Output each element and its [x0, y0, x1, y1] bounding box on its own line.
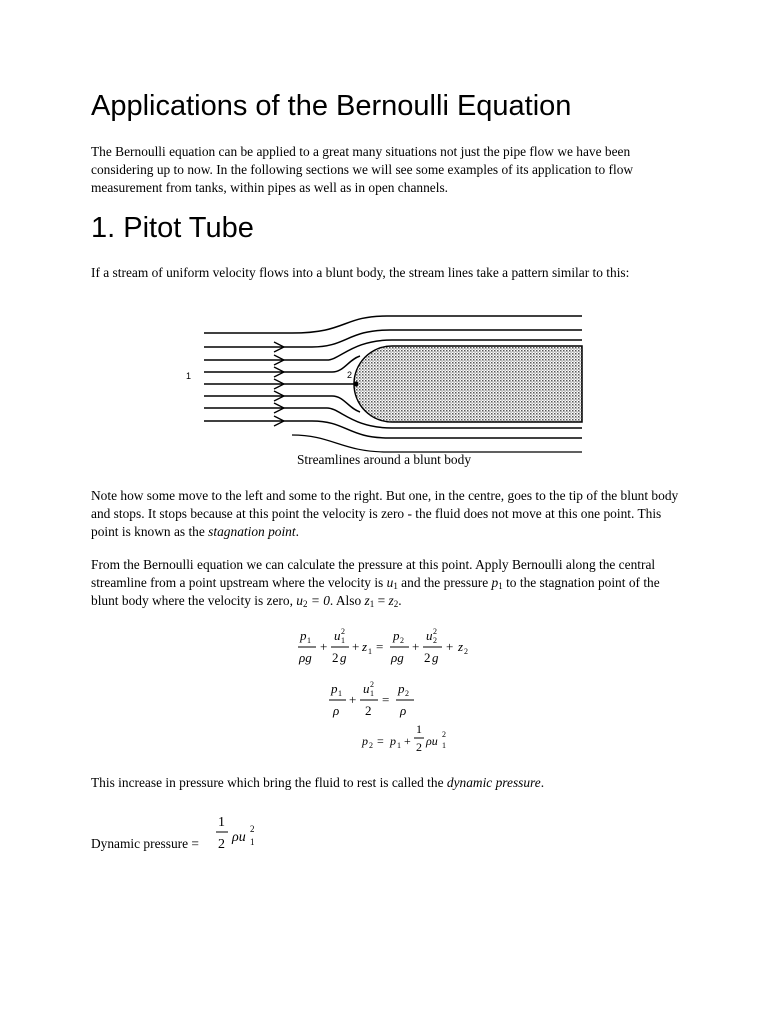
svg-text:=: = — [382, 692, 390, 707]
dynamic-pressure-formula — [214, 810, 274, 860]
svg-text:ρ: ρ — [333, 703, 340, 718]
stagnation-pressure-equation — [360, 716, 470, 761]
svg-text:ρg: ρg — [391, 650, 404, 665]
streamline-figure — [92, 308, 592, 453]
svg-text:u: u — [426, 628, 433, 643]
svg-text:+: + — [446, 639, 454, 654]
svg-text:1: 1 — [370, 689, 374, 698]
svg-text:2: 2 — [464, 647, 468, 656]
svg-text:ρ: ρ — [400, 703, 407, 718]
svg-text:2: 2 — [405, 689, 409, 698]
streamline — [204, 421, 582, 438]
svg-text:2: 2 — [433, 636, 437, 645]
figure-caption: Streamlines around a blunt body — [296, 452, 472, 467]
dynamic-pressure-paragraph: This increase in pressure which bring the fluid to rest is called the dynamic pressure. — [91, 775, 545, 790]
svg-text:1: 1 — [416, 722, 422, 736]
svg-text:p: p — [393, 628, 400, 643]
svg-text:1: 1 — [307, 636, 311, 645]
svg-text:p: p — [398, 681, 405, 696]
stagnation-point — [354, 382, 359, 387]
svg-text:2: 2 — [400, 636, 404, 645]
svg-text:+: + — [412, 639, 420, 654]
svg-text:1: 1 — [368, 647, 372, 656]
svg-text:1: 1 — [442, 741, 446, 750]
svg-text:p: p — [390, 734, 396, 748]
svg-text:+: + — [349, 692, 357, 707]
svg-text:+: + — [320, 639, 328, 654]
svg-text:2: 2 — [365, 703, 372, 718]
svg-text:2: 2 — [341, 627, 345, 636]
section-title-pitot-tube: 1. Pitot Tube — [91, 212, 254, 244]
stagnation-point-term: stagnation point — [208, 524, 296, 539]
svg-text:z: z — [362, 639, 368, 654]
svg-text:p: p — [331, 681, 338, 696]
svg-text:2: 2 — [442, 730, 446, 739]
svg-text:2: 2 — [416, 740, 422, 754]
svg-text:ρu: ρu — [232, 830, 246, 845]
dynamic-pressure-term: dynamic pressure — [446, 775, 541, 790]
svg-text:1: 1 — [218, 815, 225, 830]
svg-text:ρu: ρu — [426, 734, 438, 748]
svg-text:1: 1 — [397, 741, 401, 750]
svg-text:2: 2 — [218, 837, 225, 852]
bernoulli-equation-full — [296, 624, 486, 679]
svg-text:ρg: ρg — [299, 650, 312, 665]
svg-text:+: + — [352, 639, 360, 654]
svg-text:1: 1 — [250, 837, 255, 847]
page-title: Applications of the Bernoulli Equation — [91, 90, 572, 122]
svg-text:z: z — [458, 639, 464, 654]
svg-text:u: u — [363, 681, 370, 696]
svg-text:=: = — [377, 734, 384, 748]
svg-text:2: 2 — [370, 680, 374, 689]
svg-text:2: 2 — [250, 824, 255, 834]
svg-text:=: = — [376, 639, 384, 654]
point-1-label: 1 — [186, 371, 192, 381]
svg-text:u: u — [334, 628, 341, 643]
point-2-label: 2 — [347, 370, 353, 380]
blunt-body — [354, 346, 582, 422]
svg-text:p: p — [300, 628, 307, 643]
intro-paragraph: The Bernoulli equation can be applied to a great many situations not just the pipe flow we have been considering up to now. In the following sections we will see some examples of its application to flow measurement from tanks, within pipes as well as in open channels. — [91, 144, 634, 195]
svg-text:p: p — [362, 734, 368, 748]
stream-paragraph: If a stream of uniform velocity flows into a blunt body, the stream lines take a pattern similar to this: — [91, 265, 630, 280]
bernoulli-paragraph: From the Bernoulli equation we can calculate the pressure at this point. Apply Bernoulli along the central streamline from a point upstream where the velocity is $u_1$ and the pressure $p_1$ to the stagnation point of the blunt body where the velocity is zero, $u_2 = 0$. Also $z_1 = z_2$. — [91, 557, 660, 609]
streamline-diagram — [92, 308, 592, 458]
svg-text:1: 1 — [341, 636, 345, 645]
stagnation-note-paragraph: Note how some move to the left and some to the right. But one, in the centre, goes to the tip of the blunt body and stops. It stops because at this point the velocity is zero - the fluid does not move at this one point. This point is known as the stagnation point. — [91, 488, 679, 539]
svg-text:+: + — [404, 734, 411, 748]
svg-text:g: g — [340, 650, 347, 665]
svg-text:g: g — [432, 650, 439, 665]
dynamic-pressure-label: Dynamic pressure = — [91, 836, 199, 851]
svg-text:2: 2 — [433, 627, 437, 636]
svg-text:1: 1 — [338, 689, 342, 698]
svg-text:2: 2 — [332, 650, 339, 665]
svg-text:2: 2 — [424, 650, 431, 665]
svg-text:2: 2 — [369, 741, 373, 750]
